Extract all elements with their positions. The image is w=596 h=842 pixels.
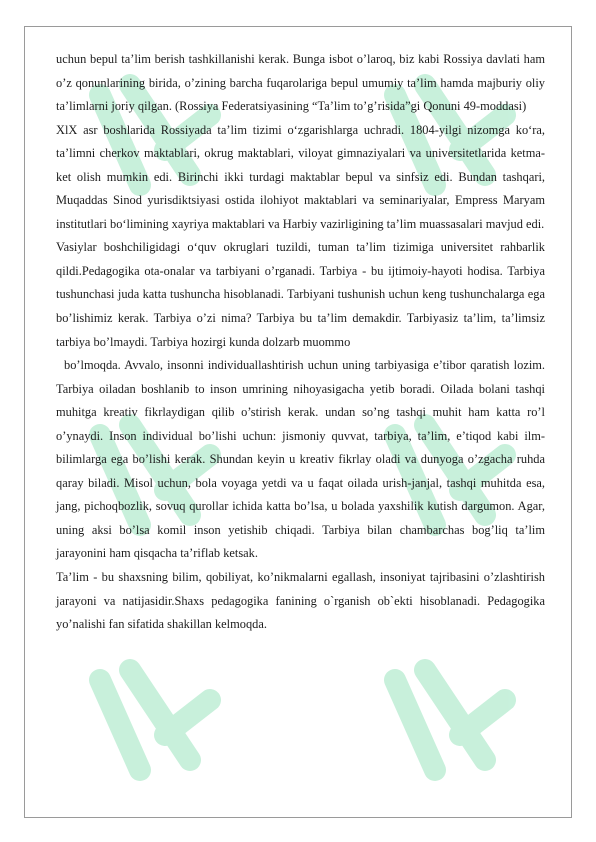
paragraph-1: uchun bepul ta’lim berish tashkillanishi kerak. Bunga isbot o’laroq, biz kabi Rossiya davlati ham o’z qonunlarining birida, o’zining barcha fuqarolariga bepul umumiy ta’lim hamda majburiy oliy ta’limlarni joriy qilgan. (Rossiya Federatsiyasining “Ta’lim to’g’risida”gi Qonuni 49-moddasi) bbox=[56, 52, 545, 114]
paragraph-3: Vasiylar boshchiligidagi o‘quv okruglari tuzildi, tuman ta’lim tizimiga universitet rahbarlik qildi.Pedagogika ota-onalar va tarbiyani o’rganadi. Tarbiya - bu ijtimoiy-hayoti hodisa. Tarbiya tushunchasi juda katta tushuncha hisoblanadi. Tarbiyani tushunish uchun keng tushunchalarga ega bo’lishimiz kerak. Tarbiya o’zi nima? Tarbiya bu ta’lim demakdir. Tarbiyasiz ta’lim, ta’limsiz tarbiya bo’lmaydi. Tarbiya hozirgi kunda dolzarb muommo bbox=[56, 240, 545, 349]
paragraph-4: bo’lmoqda. Avvalo, insonni individuallashtirish uchun uning tarbiyasiga e’tibor qaratish lozim. Tarbiya oiladan boshlanib to inson umrining nihoyasigacha yetib boradi. Oilada bolani tashqi muhitga kreativ fikrlaydigan qilib o’stirish kerak. undan so’ng tashqi muhit ham katta ro’l o’ynaydi. Inson individual bo’lishi uchun: jismoniy quvvat, tarbiya, ta’lim, e’tiqod kabi ilm-bilimlarga ega bo’lishi kerak. Shundan keyin u kreativ fikrlay oladi va dunyoga o’zgacha ruhda qaray biladi. Misol uchun, bola voyaga yetdi va u faqat oilada urish-janjal, tashqi muhitda esa, jang, pichoqbozlik, sovuq qurollar ichida katta bo’lsa, u bolada yaxshilik kutish dargumon. Agar, uning aksi bo’lsa komil inson yetishib chiqadi. Tarbiya bilan chambarchas bog’liq ta’lim jarayonini ham qisqacha ta’riflab ketsak. bbox=[56, 358, 545, 561]
document-body bbox=[56, 48, 545, 637]
paragraph-5: Ta’lim - bu shaxsning bilim, qobiliyat, ko’nikmalarni egallash, insoniyat tajribasini o’zlashtirish jarayoni va natijasidir.Shaxs pedagogika fanining o`rganish ob`ekti hisoblanadi. Pedagogika yo’nalishi fan sifatida shakillan kelmoqda. bbox=[56, 570, 545, 632]
paragraph-2: XlX asr boshlarida Rossiyada ta’lim tizimi o‘zgarishlarga uchradi. 1804-yilgi nizomga ko‘ra, ta’limni cherkov maktablari, okrug maktablari, viloyat gimnaziyalari va universitetlarida ketma-ket olish mumkin edi. Birinchi ikki turdagi maktablar bepul va sinfsiz edi. Bundan tashqari, Muqaddas Sinod yurisdiktsiyasi ostida ilohiyot maktablari va seminariyalar, Empress Maryam institutlari bo‘limining xayriya maktablari va Harbiy vazirligining ta’lim muassasalari mavjud edi. bbox=[56, 122, 545, 231]
